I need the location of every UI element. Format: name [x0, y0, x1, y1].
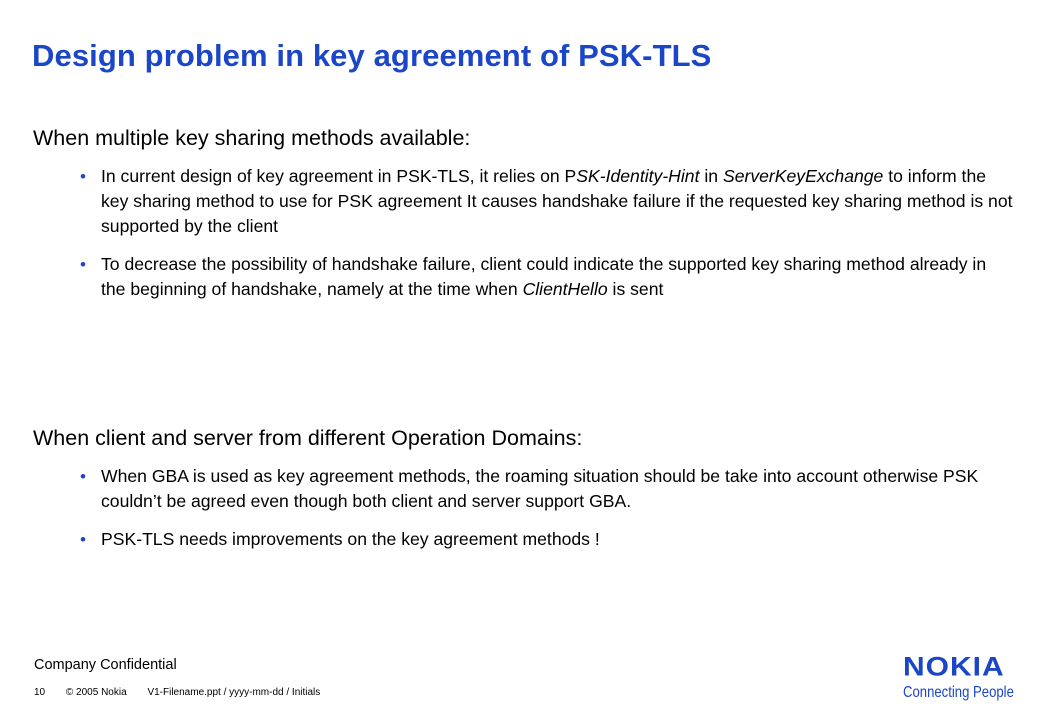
bullet-icon: • — [80, 467, 86, 486]
section-operation-domains — [33, 424, 1013, 565]
bullet-item — [33, 164, 1013, 239]
section-heading: When multiple key sharing methods available: — [33, 126, 471, 150]
filename: V1-Filename.ppt / yyyy-mm-dd / Initials — [147, 687, 321, 698]
bullet-text: is sent — [607, 279, 664, 299]
section-multiple-key-methods — [33, 124, 1013, 315]
bullet-text: in — [699, 166, 723, 186]
bullet-item — [33, 464, 1013, 514]
bullet-text: In current design of key agreement in PSK-TLS, it relies on P — [101, 166, 577, 186]
bullet-item — [33, 527, 1013, 552]
slide-title: Design problem in key agreement of PSK-TLS — [32, 38, 712, 73]
bullet-icon: • — [80, 255, 86, 274]
confidential-label: Company Confidential — [34, 657, 177, 673]
logo-brand: NOKIA — [903, 652, 1005, 682]
bullet-list — [33, 464, 1013, 552]
bullet-text-italic: ServerKeyExchange — [722, 166, 884, 186]
bullet-icon: • — [80, 167, 86, 186]
bullet-icon: • — [80, 530, 86, 549]
bullet-item — [33, 252, 1013, 302]
footer-info — [34, 687, 338, 698]
nokia-logo — [903, 654, 1025, 704]
logo-tagline: Connecting People — [903, 684, 1014, 701]
bullet-text: When GBA is used as key agreement methods, the roaming situation should be take into account otherwise PSK couldn’t be agreed even though both client and server support GBA. — [101, 466, 979, 511]
bullet-list — [33, 164, 1013, 302]
page-number: 10 — [34, 687, 46, 698]
copyright: © 2005 Nokia — [65, 687, 127, 698]
section-heading: When client and server from different Operation Domains: — [33, 426, 583, 450]
bullet-text: to inform the key sharing method to use for PSK agreement It causes handshake failure if the requested key sharing method is not supported by the client — [101, 166, 1013, 236]
bullet-text-italic: ClientHello — [522, 279, 608, 299]
bullet-text: PSK-TLS needs improvements on the key agreement methods ! — [101, 529, 600, 549]
bullet-text-italic: SK-Identity-Hint — [576, 166, 700, 186]
bullet-text: To decrease the possibility of handshake failure, client could indicate the supported key sharing method already in the beginning of handshake, namely at the time when — [101, 254, 987, 299]
